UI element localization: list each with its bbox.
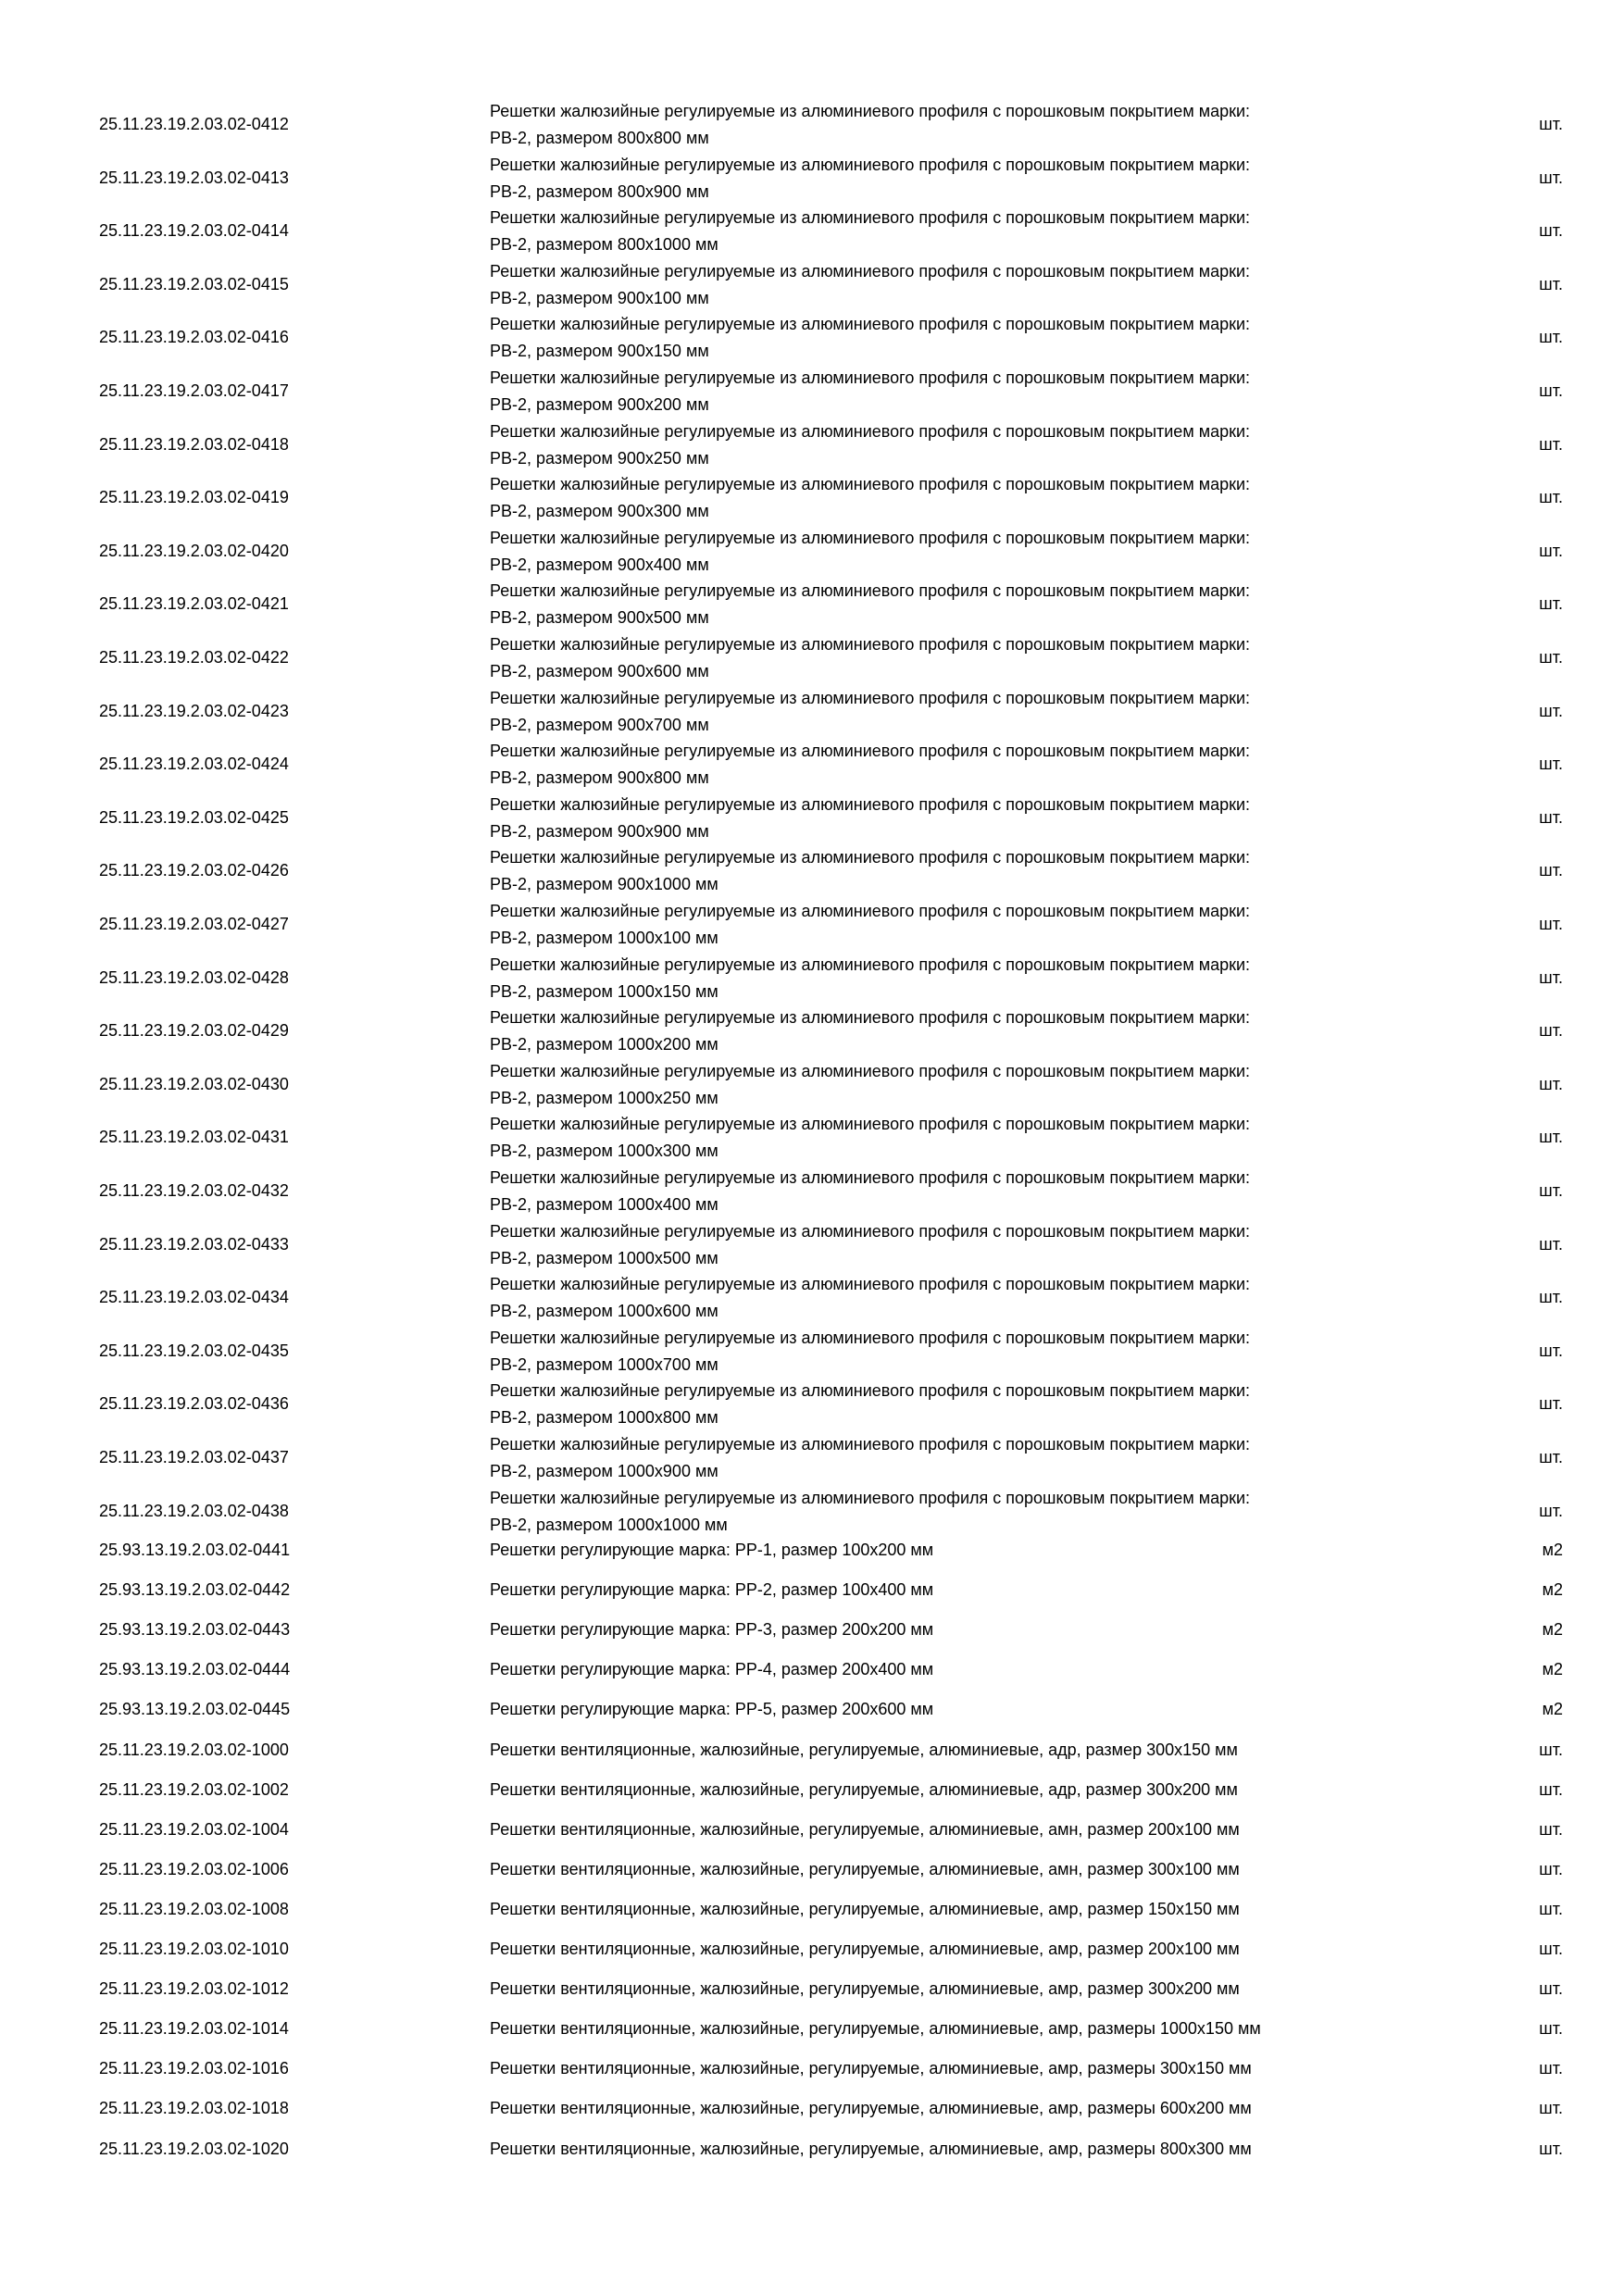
item-unit: шт. xyxy=(1539,861,1563,880)
item-name-line: РВ-2, размером 1000х300 мм xyxy=(490,1142,718,1161)
item-name-line: РВ-2, размером 900х250 мм xyxy=(490,448,709,468)
item-name-line: Решетки жалюзийные регулируемые из алюминиевого профиля с порошковым покрытием марки: xyxy=(490,315,1251,334)
item-code: 25.93.13.19.2.03.02-0444 xyxy=(99,1660,291,1679)
item-name-line: РВ-2, размером 1000х100 мм xyxy=(490,929,718,947)
item-name-line: Решетки жалюзийные регулируемые из алюминиевого профиля с порошковым покрытием марки: xyxy=(490,1061,1251,1080)
item-name xyxy=(490,152,1453,206)
item-unit: шт. xyxy=(1539,1448,1563,1466)
item-name xyxy=(490,258,1453,312)
item-name-line: РВ-2, размером 900х500 мм xyxy=(490,608,709,628)
item-name xyxy=(490,1431,1453,1485)
item-name-line: Решетки жалюзийные регулируемые из алюминиевого профиля с порошковым покрытием марки: xyxy=(490,368,1251,387)
item-code: 25.11.23.19.2.03.02-0434 xyxy=(99,1288,289,1307)
item-name xyxy=(490,205,1453,258)
item-unit: шт. xyxy=(1539,2139,1563,2158)
item-name xyxy=(490,578,1453,631)
item-name xyxy=(490,1577,1453,1603)
item-unit: шт. xyxy=(1539,1899,1563,1918)
item-unit: шт. xyxy=(1539,1021,1563,1041)
item-unit: шт. xyxy=(1539,115,1563,133)
item-name xyxy=(490,792,1453,845)
item-name xyxy=(490,738,1453,792)
item-unit: м2 xyxy=(1542,1660,1563,1679)
item-name-line: РВ-2, размером 800х800 мм xyxy=(490,129,709,147)
item-unit: шт. xyxy=(1539,1819,1563,1839)
item-unit: шт. xyxy=(1539,1740,1563,1759)
item-unit: шт. xyxy=(1539,221,1563,241)
item-name-line: РВ-2, размером 800х1000 мм xyxy=(490,235,718,255)
item-name xyxy=(490,2015,1453,2042)
item-name-line: Решетки вентиляционные, жалюзийные, регулируемые, алюминиевые, амр, размер 200х100 мм xyxy=(490,1940,1240,1958)
item-unit: шт. xyxy=(1539,274,1563,293)
item-name xyxy=(490,1896,1453,1923)
item-name xyxy=(490,1111,1453,1165)
item-code: 25.11.23.19.2.03.02-0413 xyxy=(99,168,289,187)
item-name xyxy=(490,1976,1453,2003)
item-code: 25.93.13.19.2.03.02-0445 xyxy=(99,1700,291,1719)
item-unit: шт. xyxy=(1539,1074,1563,1093)
item-name-line: РВ-2, размером 1000х700 мм xyxy=(490,1354,718,1374)
item-name xyxy=(490,1325,1453,1379)
item-name xyxy=(490,1165,1453,1218)
item-unit: шт. xyxy=(1539,2099,1563,2118)
item-unit: шт. xyxy=(1539,1940,1563,1958)
item-code: 25.11.23.19.2.03.02-0420 xyxy=(99,541,289,560)
item-code: 25.11.23.19.2.03.02-0424 xyxy=(99,755,289,774)
item-unit: шт. xyxy=(1539,168,1563,187)
item-name-line: Решетки жалюзийные регулируемые из алюминиевого профиля с порошковым покрытием марки: xyxy=(490,1435,1251,1454)
item-name-line: РВ-2, размером 1000х1000 мм xyxy=(490,1515,728,1534)
item-name-line: Решетки жалюзийные регулируемые из алюминиевого профиля с порошковым покрытием марки: xyxy=(490,955,1251,974)
item-name-line: РВ-2, размером 900х700 мм xyxy=(490,715,709,734)
item-unit: шт. xyxy=(1539,488,1563,507)
item-name-line: РВ-2, размером 1000х800 мм xyxy=(490,1408,718,1428)
item-name-line: Решетки вентиляционные, жалюзийные, регулируемые, алюминиевые, амр, размеры 300х150 мм xyxy=(490,2059,1252,2078)
item-name-line: Решетки вентиляционные, жалюзийные, регулируемые, алюминиевые, амр, размер 150х150 мм xyxy=(490,1899,1240,1918)
item-unit: м2 xyxy=(1542,1541,1563,1559)
item-name-line: Решетки жалюзийные регулируемые из алюминиевого профиля с порошковым покрытием марки: xyxy=(490,528,1251,547)
item-name xyxy=(490,2136,1453,2163)
item-name xyxy=(490,418,1453,472)
item-name xyxy=(490,1616,1453,1643)
item-name xyxy=(490,2055,1453,2082)
item-unit: шт. xyxy=(1539,434,1563,454)
item-name-line: Решетки жалюзийные регулируемые из алюминиевого профиля с порошковым покрытием марки: xyxy=(490,208,1251,228)
item-name-line: Решетки жалюзийные регулируемые из алюминиевого профиля с порошковым покрытием марки: xyxy=(490,635,1251,654)
item-name-line: Решетки вентиляционные, жалюзийные, регулируемые, алюминиевые, амн, размер 200х100 мм xyxy=(490,1819,1240,1839)
item-name-line: РВ-2, размером 1000х500 мм xyxy=(490,1248,718,1267)
item-name xyxy=(490,1737,1453,1764)
item-name xyxy=(490,98,1453,152)
item-code: 25.11.23.19.2.03.02-0430 xyxy=(99,1074,289,1093)
item-code: 25.11.23.19.2.03.02-0428 xyxy=(99,967,289,987)
item-name-line: Решетки регулирующие марка: РР-3, размер 200х200 мм xyxy=(490,1620,934,1640)
item-code: 25.11.23.19.2.03.02-0429 xyxy=(99,1021,289,1041)
item-code: 25.11.23.19.2.03.02-0414 xyxy=(99,221,289,241)
item-name-line: Решетки жалюзийные регулируемые из алюминиевого профиля с порошковым покрытием марки: xyxy=(490,1115,1251,1134)
item-name xyxy=(490,311,1453,365)
item-name xyxy=(490,525,1453,579)
item-unit: шт. xyxy=(1539,1288,1563,1307)
item-name-line: Решетки жалюзийные регулируемые из алюминиевого профиля с порошковым покрытием марки: xyxy=(490,1328,1251,1347)
item-name xyxy=(490,1777,1453,1803)
item-unit: м2 xyxy=(1542,1620,1563,1640)
item-unit: шт. xyxy=(1539,594,1563,614)
item-name-line: РВ-2, размером 900х400 мм xyxy=(490,555,709,574)
item-code: 25.11.23.19.2.03.02-1002 xyxy=(99,1779,289,1799)
item-name-line: Решетки вентиляционные, жалюзийные, регулируемые, алюминиевые, амр, размеры 1000х150 мм xyxy=(490,2019,1261,2039)
item-code: 25.11.23.19.2.03.02-1000 xyxy=(99,1740,289,1759)
item-unit: шт. xyxy=(1539,328,1563,347)
item-unit: шт. xyxy=(1539,2059,1563,2078)
item-code: 25.11.23.19.2.03.02-0431 xyxy=(99,1128,289,1147)
item-name-line: РВ-2, размером 900х100 мм xyxy=(490,288,709,307)
item-name-line: РВ-2, размером 900х200 мм xyxy=(490,395,709,414)
item-unit: шт. xyxy=(1539,541,1563,560)
item-name-line: Решетки жалюзийные регулируемые из алюминиевого профиля с порошковым покрытием марки: xyxy=(490,421,1251,441)
item-code: 25.11.23.19.2.03.02-1004 xyxy=(99,1819,289,1839)
item-name-line: РВ-2, размером 900х800 мм xyxy=(490,768,709,788)
item-name-line: Решетки вентиляционные, жалюзийные, регулируемые, алюминиевые, амр, размеры 600х200 мм xyxy=(490,2099,1252,2118)
item-code: 25.11.23.19.2.03.02-0419 xyxy=(99,488,289,507)
item-unit: шт. xyxy=(1539,1979,1563,1999)
item-name-line: Решетки жалюзийные регулируемые из алюминиевого профиля с порошковым покрытием марки: xyxy=(490,1275,1251,1294)
item-code: 25.11.23.19.2.03.02-1018 xyxy=(99,2099,289,2118)
item-name-line: Решетки вентиляционные, жалюзийные, регулируемые, алюминиевые, адр, размер 300х150 мм xyxy=(490,1740,1238,1759)
item-name-line: Решетки жалюзийные регулируемые из алюминиевого профиля с порошковым покрытием марки: xyxy=(490,1488,1251,1507)
item-name-line: Решетки жалюзийные регулируемые из алюминиевого профиля с порошковым покрытием марки: xyxy=(490,1168,1251,1187)
item-unit: шт. xyxy=(1539,2019,1563,2039)
item-code: 25.11.23.19.2.03.02-0422 xyxy=(99,648,289,667)
item-unit: шт. xyxy=(1539,1181,1563,1200)
item-name xyxy=(490,898,1453,952)
item-name-line: Решетки жалюзийные регулируемые из алюминиевого профиля с порошковым покрытием марки: xyxy=(490,581,1251,601)
item-code: 25.93.13.19.2.03.02-0443 xyxy=(99,1620,291,1640)
item-name-line: РВ-2, размером 1000х150 мм xyxy=(490,981,718,1001)
item-name-line: РВ-2, размером 900х900 мм xyxy=(490,821,709,841)
item-name xyxy=(490,1696,1453,1723)
item-unit: м2 xyxy=(1542,1700,1563,1719)
item-unit: шт. xyxy=(1539,701,1563,720)
item-name-line: Решетки вентиляционные, жалюзийные, регулируемые, алюминиевые, амр, размер 300х200 мм xyxy=(490,1979,1240,1999)
item-name-line: РВ-2, размером 900х150 мм xyxy=(490,342,709,361)
item-code: 25.11.23.19.2.03.02-0421 xyxy=(99,594,289,614)
item-name-line: Решетки жалюзийные регулируемые из алюминиевого профиля с порошковым покрытием марки: xyxy=(490,1381,1251,1401)
item-code: 25.11.23.19.2.03.02-1008 xyxy=(99,1899,289,1918)
item-unit: шт. xyxy=(1539,1501,1563,1520)
item-name xyxy=(490,1271,1453,1325)
item-code: 25.11.23.19.2.03.02-0412 xyxy=(99,115,289,133)
item-name-line: Решетки регулирующие марка: РР-5, размер 200х600 мм xyxy=(490,1700,934,1719)
item-name xyxy=(490,1378,1453,1431)
item-code: 25.11.23.19.2.03.02-0417 xyxy=(99,381,289,400)
item-code: 25.11.23.19.2.03.02-0435 xyxy=(99,1341,289,1360)
item-name-line: РВ-2, размером 800х900 мм xyxy=(490,181,709,201)
item-name xyxy=(490,1656,1453,1683)
item-name-line: Решетки жалюзийные регулируемые из алюминиевого профиля с порошковым покрытием марки: xyxy=(490,848,1251,867)
item-name-line: Решетки жалюзийные регулируемые из алюминиевого профиля с порошковым покрытием марки: xyxy=(490,1221,1251,1241)
item-name-line: РВ-2, размером 900х600 мм xyxy=(490,662,709,680)
item-name-line: РВ-2, размером 1000х400 мм xyxy=(490,1195,718,1214)
item-name-line: РВ-2, размером 1000х600 мм xyxy=(490,1302,718,1321)
item-name xyxy=(490,631,1453,685)
item-code: 25.11.23.19.2.03.02-0418 xyxy=(99,434,289,454)
item-name xyxy=(490,1004,1453,1058)
item-code: 25.11.23.19.2.03.02-0438 xyxy=(99,1501,289,1520)
item-name-line: Решетки жалюзийные регулируемые из алюминиевого профиля с порошковым покрытием марки: xyxy=(490,261,1251,281)
item-code: 25.11.23.19.2.03.02-1006 xyxy=(99,1859,289,1878)
item-unit: шт. xyxy=(1539,807,1563,827)
item-code: 25.11.23.19.2.03.02-1012 xyxy=(99,1979,289,1999)
item-name xyxy=(490,2095,1453,2122)
item-name-line: РВ-2, размером 1000х250 мм xyxy=(490,1088,718,1107)
item-name xyxy=(490,844,1453,898)
item-code: 25.11.23.19.2.03.02-1020 xyxy=(99,2139,289,2158)
item-name-line: Решетки вентиляционные, жалюзийные, регулируемые, алюминиевые, адр, размер 300х200 мм xyxy=(490,1779,1238,1799)
item-unit: м2 xyxy=(1542,1580,1563,1600)
item-name-line: Решетки вентиляционные, жалюзийные, регулируемые, алюминиевые, амр, размеры 800х300 мм xyxy=(490,2139,1252,2158)
item-name xyxy=(490,1816,1453,1843)
item-code: 25.11.23.19.2.03.02-0415 xyxy=(99,274,289,293)
item-name-line: Решетки жалюзийные регулируемые из алюминиевого профиля с порошковым покрытием марки: xyxy=(490,902,1251,920)
item-code: 25.11.23.19.2.03.02-0432 xyxy=(99,1181,289,1200)
item-name-line: Решетки жалюзийные регулируемые из алюминиевого профиля с порошковым покрытием марки: xyxy=(490,1008,1251,1028)
item-unit: шт. xyxy=(1539,1341,1563,1360)
item-name xyxy=(490,365,1453,418)
item-name xyxy=(490,1537,1453,1564)
item-unit: шт. xyxy=(1539,381,1563,400)
item-name xyxy=(490,1058,1453,1112)
item-name xyxy=(490,471,1453,525)
item-name-line: Решетки жалюзийные регулируемые из алюминиевого профиля с порошковым покрытием марки: xyxy=(490,475,1251,494)
item-code: 25.11.23.19.2.03.02-0427 xyxy=(99,915,289,933)
item-code: 25.93.13.19.2.03.02-0441 xyxy=(99,1541,291,1559)
item-name-line: Решетки регулирующие марка: РР-1, размер 100х200 мм xyxy=(490,1541,934,1559)
item-code: 25.93.13.19.2.03.02-0442 xyxy=(99,1580,291,1600)
item-code: 25.11.23.19.2.03.02-1016 xyxy=(99,2059,289,2078)
item-name xyxy=(490,1856,1453,1883)
item-code: 25.11.23.19.2.03.02-0437 xyxy=(99,1448,289,1466)
item-name-line: Решетки жалюзийные регулируемые из алюминиевого профиля с порошковым покрытием марки: xyxy=(490,155,1251,174)
item-unit: шт. xyxy=(1539,755,1563,774)
item-code: 25.11.23.19.2.03.02-0426 xyxy=(99,861,289,880)
item-code: 25.11.23.19.2.03.02-1014 xyxy=(99,2019,289,2039)
item-name-line: РВ-2, размером 1000х900 мм xyxy=(490,1462,718,1480)
item-unit: шт. xyxy=(1539,967,1563,987)
item-name-line: Решетки жалюзийные регулируемые из алюминиевого профиля с порошковым покрытием марки: xyxy=(490,742,1251,761)
item-code: 25.11.23.19.2.03.02-0425 xyxy=(99,807,289,827)
item-name-line: РВ-2, размером 900х300 мм xyxy=(490,502,709,521)
item-code: 25.11.23.19.2.03.02-0436 xyxy=(99,1394,289,1414)
item-code: 25.11.23.19.2.03.02-1010 xyxy=(99,1940,289,1958)
item-name-line: РВ-2, размером 1000х200 мм xyxy=(490,1035,718,1054)
item-name-line: Решетки вентиляционные, жалюзийные, регулируемые, алюминиевые, амн, размер 300х100 мм xyxy=(490,1859,1240,1878)
item-name xyxy=(490,952,1453,1005)
item-unit: шт. xyxy=(1539,1234,1563,1254)
item-name xyxy=(490,685,1453,739)
item-name xyxy=(490,1218,1453,1272)
item-name-line: Решетки жалюзийные регулируемые из алюминиевого профиля с порошковым покрытием марки: xyxy=(490,102,1251,120)
item-unit: шт. xyxy=(1539,1859,1563,1878)
item-unit: шт. xyxy=(1539,1128,1563,1147)
item-code: 25.11.23.19.2.03.02-0416 xyxy=(99,328,289,347)
item-name xyxy=(490,1936,1453,1963)
item-code: 25.11.23.19.2.03.02-0423 xyxy=(99,701,289,720)
item-name-line: Решетки жалюзийные регулируемые из алюминиевого профиля с порошковым покрытием марки: xyxy=(490,794,1251,814)
item-unit: шт. xyxy=(1539,915,1563,933)
item-code: 25.11.23.19.2.03.02-0433 xyxy=(99,1234,289,1254)
item-unit: шт. xyxy=(1539,648,1563,667)
item-name-line: Решетки жалюзийные регулируемые из алюминиевого профиля с порошковым покрытием марки: xyxy=(490,688,1251,707)
item-unit: шт. xyxy=(1539,1779,1563,1799)
item-name-line: Решетки регулирующие марка: РР-2, размер 100х400 мм xyxy=(490,1580,934,1600)
item-name-line: Решетки регулирующие марка: РР-4, размер 200х400 мм xyxy=(490,1660,934,1679)
item-unit: шт. xyxy=(1539,1394,1563,1414)
item-name-line: РВ-2, размером 900х1000 мм xyxy=(490,875,718,894)
item-name xyxy=(490,1485,1453,1539)
